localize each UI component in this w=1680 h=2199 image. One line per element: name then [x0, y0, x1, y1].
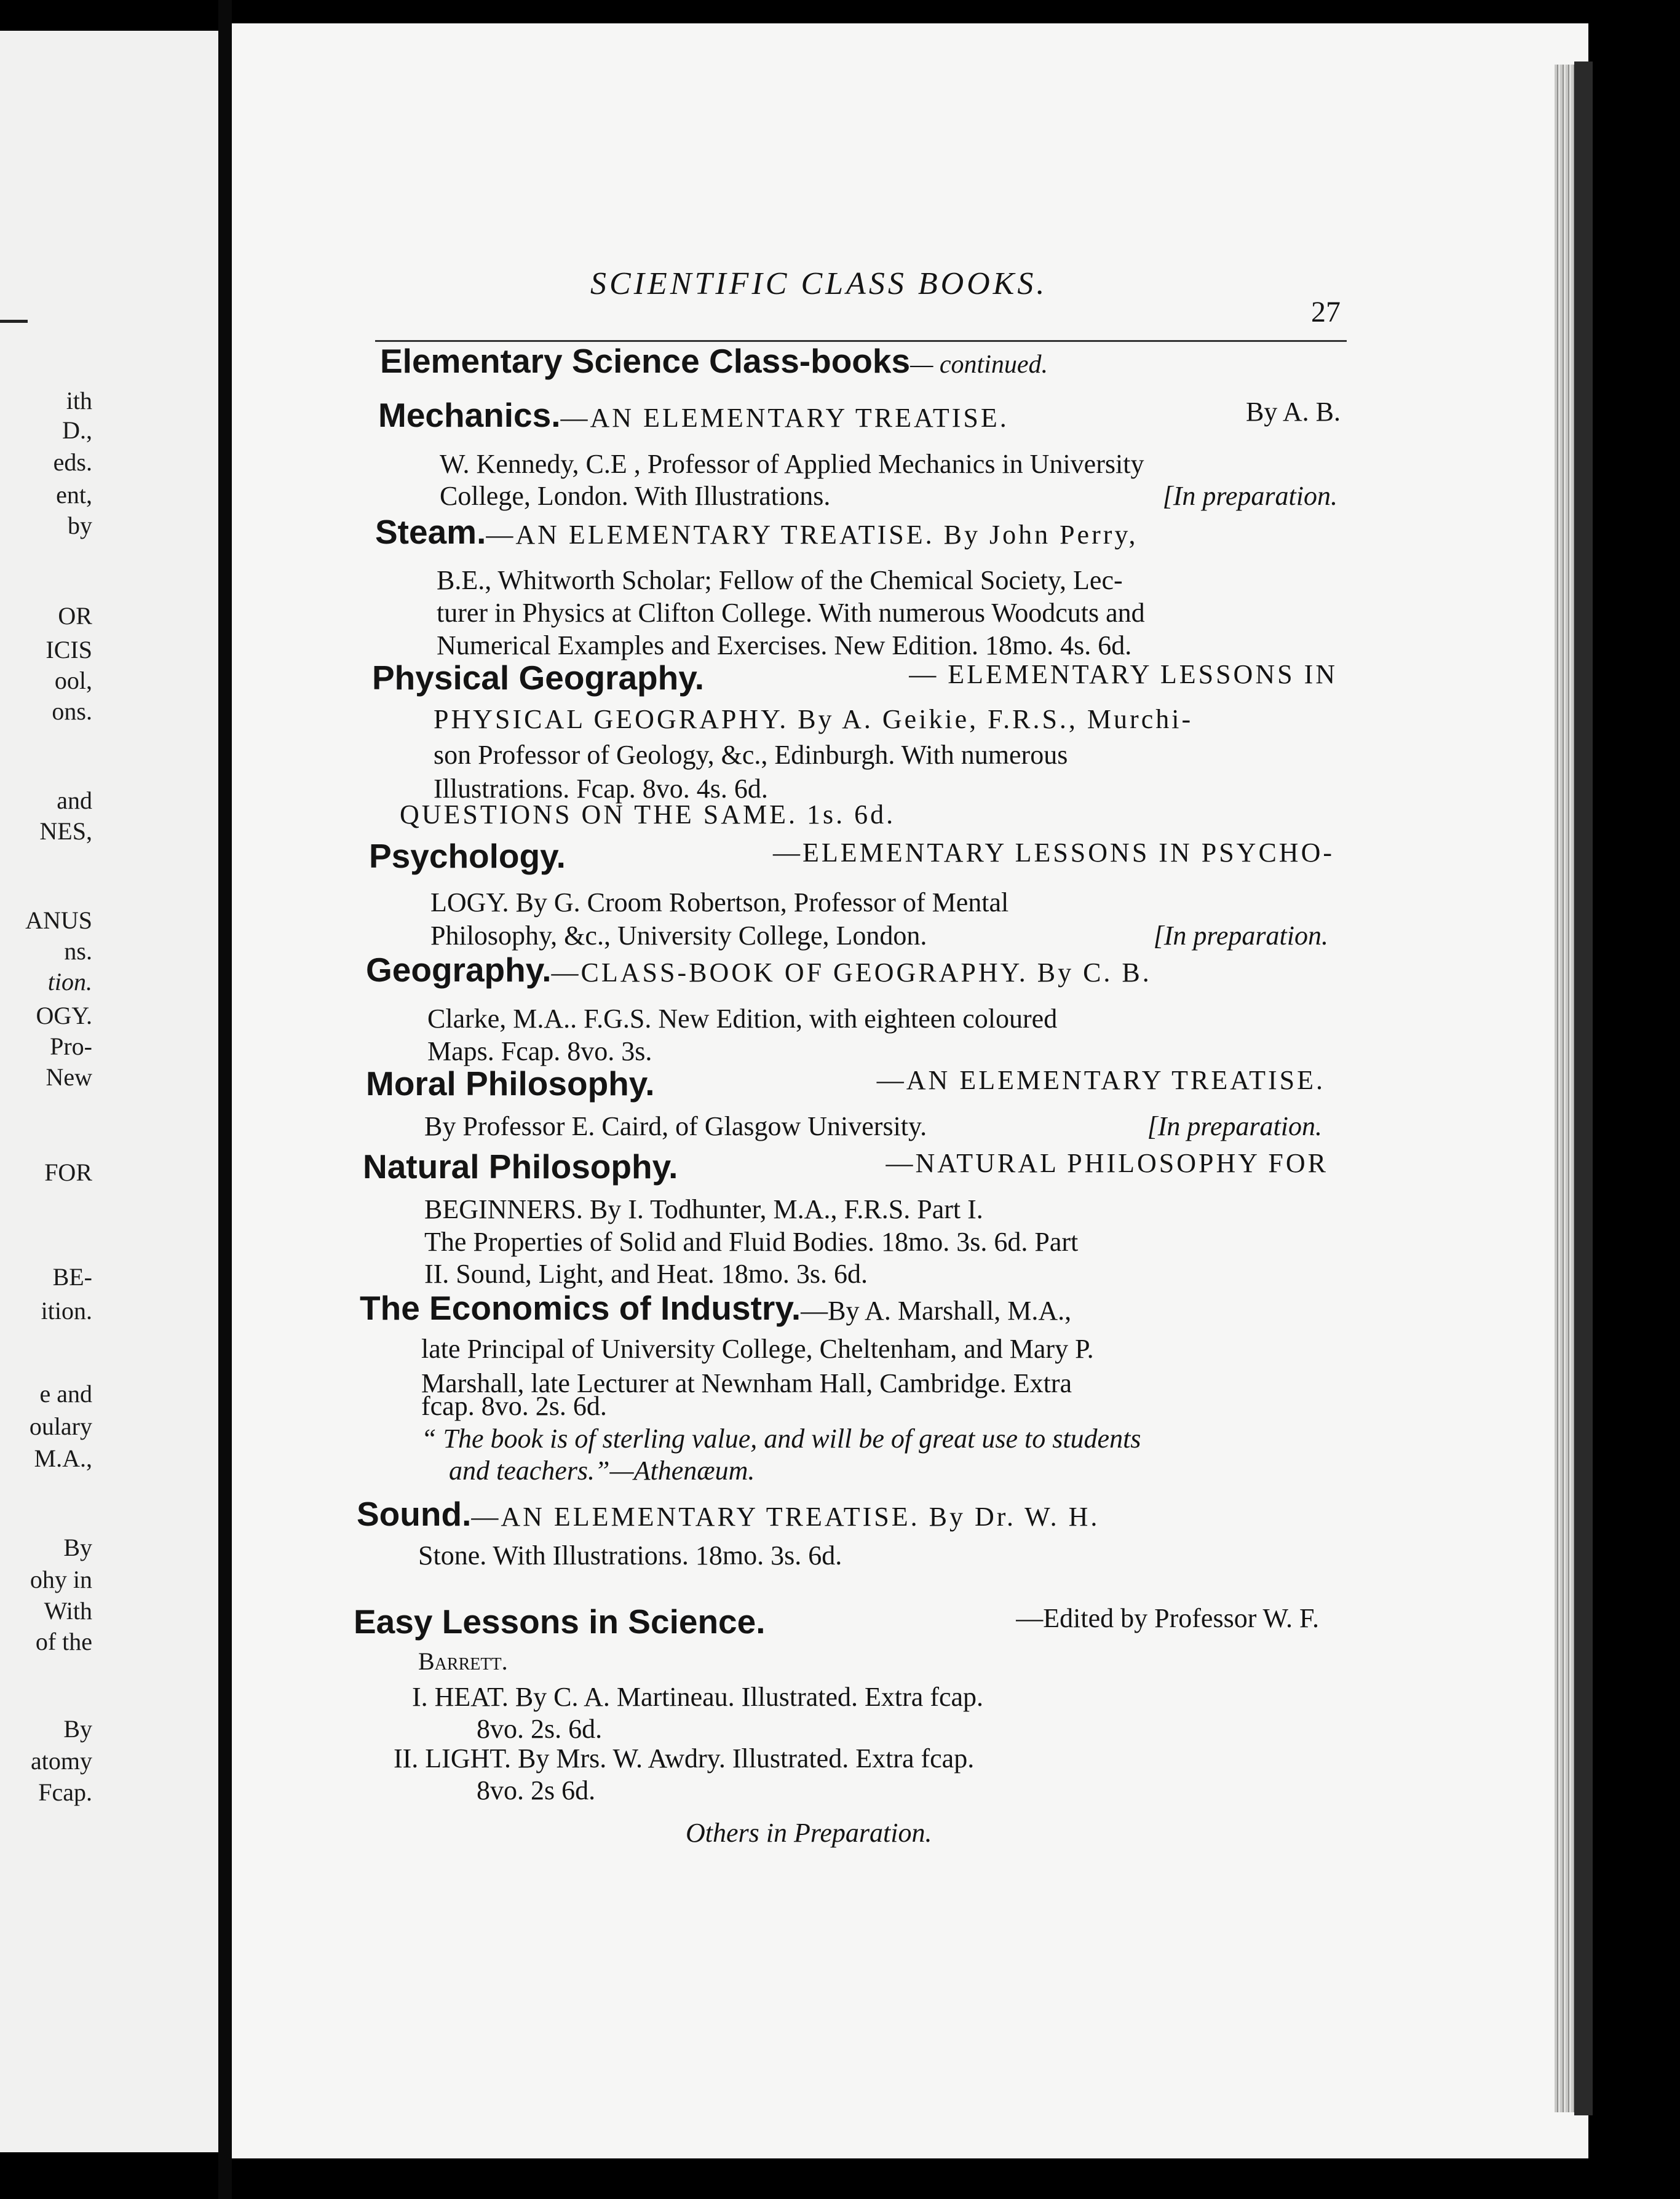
left-fragment: M.A.,	[34, 1444, 92, 1472]
entry-mechanics-line-1	[378, 398, 1341, 432]
entry-geography-line-1	[366, 953, 1331, 987]
left-fragment: Fcap.	[38, 1778, 92, 1806]
entry-heading: Steam.	[375, 513, 486, 551]
continued-note: — continued.	[910, 351, 1048, 379]
entry-text: Stone. With Illustrations. 18mo. 3s. 6d.	[418, 1540, 842, 1571]
entry-text: College, London. With Illustrations.	[440, 481, 831, 511]
running-head: SCIENTIFIC CLASS BOOKS.	[590, 266, 1048, 301]
entry-text: —AN ELEMENTARY TREATISE.	[876, 1065, 1325, 1095]
entry-physical-geography-line-1	[372, 661, 1337, 695]
entry-text: PHYSICAL GEOGRAPHY. By A. Geikie, F.R.S., Murchi-	[434, 704, 1194, 734]
left-fragment: ent,	[56, 481, 92, 509]
entry-text: —AN ELEMENTARY TREATISE. By Dr. W. H.	[471, 1502, 1100, 1532]
entry-text: By A. B.	[1245, 397, 1341, 427]
entry-text: Maps. Fcap. 8vo. 3s.	[427, 1036, 652, 1066]
entry-text: —ELEMENTARY LESSONS IN PSYCHO-	[772, 838, 1334, 868]
entry-text: Clarke, M.A.. F.G.S. New Edition, with eighteen coloured	[427, 1004, 1058, 1034]
entry-heading: Geography.	[366, 951, 552, 989]
entry-heading: Natural Philosophy.	[363, 1147, 678, 1186]
entry-psychology-line-1	[369, 839, 1334, 873]
left-fragment: New	[46, 1063, 92, 1091]
entry-text: —By A. Marshall, M.A.,	[801, 1296, 1072, 1326]
book-gutter	[218, 0, 232, 2199]
entry-text: BEGINNERS. By I. Todhunter, M.A., F.R.S. Part I.	[424, 1194, 983, 1224]
entry-text: W. Kennedy, C.E , Professor of Applied Mechanics in University	[440, 449, 1144, 479]
left-fragment: By	[63, 1534, 92, 1561]
section-title: Elementary Science Class-books	[380, 342, 911, 380]
entry-text: son Professor of Geology, &c., Edinburgh. With numerous	[434, 740, 1068, 770]
entry-text: LOGY. By G. Croom Robertson, Professor of Mental	[430, 887, 1009, 917]
entry-heading: Physical Geography.	[372, 659, 705, 697]
entry-text: —AN ELEMENTARY TREATISE. By John Perry,	[486, 520, 1138, 550]
entry-text: QUESTIONS ON THE SAME. 1s. 6d.	[400, 799, 896, 830]
left-fragment: OGY.	[36, 1002, 92, 1029]
page-edge	[1555, 65, 1574, 2112]
left-fragment: ns.	[64, 937, 92, 965]
left-fragment: With	[44, 1597, 92, 1625]
left-fragment: eds.	[53, 448, 92, 476]
entry-mechanics-line-3	[440, 483, 1337, 510]
left-fragment: ANUS	[25, 906, 92, 934]
left-fragment: ons.	[52, 697, 92, 725]
entry-text: —Edited by Professor W. F.	[1016, 1603, 1319, 1633]
left-fragment: of the	[35, 1628, 92, 1655]
section-title-line	[380, 344, 1048, 378]
status-note: [In preparation.	[1153, 921, 1328, 951]
left-fragment: NES,	[39, 817, 92, 845]
entry-text: late Principal of University College, Cheltenham, and Mary P.	[421, 1334, 1094, 1364]
entry-text: I. HEAT. By C. A. Martineau. Illustrated. Extra fcap.	[412, 1682, 984, 1712]
entry-text: Illustrations. Fcap. 8vo. 4s. 6d.	[434, 774, 768, 804]
left-fragment: ith	[66, 387, 92, 414]
entry-heading: Psychology.	[369, 837, 566, 875]
entry-moral-philosophy-line-1	[366, 1064, 1325, 1103]
left-fragment: Pro-	[50, 1032, 92, 1060]
left-fragment: atomy	[31, 1747, 92, 1775]
entry-sound-line-1	[357, 1497, 1322, 1531]
left-fragment: ool,	[54, 667, 92, 694]
divider	[0, 320, 28, 323]
entry-text: Barrett.	[418, 1647, 508, 1675]
left-fragment: OR	[58, 602, 92, 630]
entry-text: II. LIGHT. By Mrs. W. Awdry. Illustrated. Extra fcap.	[394, 1743, 975, 1773]
entry-natural-philosophy-line-1	[363, 1147, 1328, 1186]
entry-heading: Moral Philosophy.	[366, 1064, 655, 1103]
entry-heading: Mechanics.	[378, 396, 561, 434]
entry-text: —NATURAL PHILOSOPHY FOR	[886, 1148, 1328, 1178]
entry-heading: The Economics of Industry.	[360, 1289, 801, 1327]
entry-text: B.E., Whitworth Scholar; Fellow of the Chemical Society, Lec-	[437, 565, 1123, 595]
left-fragment: BE-	[52, 1263, 92, 1291]
entry-text: — ELEMENTARY LESSONS IN	[909, 659, 1337, 689]
entry-text: 8vo. 2s. 6d.	[477, 1714, 603, 1744]
review-quote: and teachers.”—Athenæum.	[449, 1456, 755, 1486]
entry-heading: Easy Lessons in Science.	[354, 1603, 766, 1641]
entry-text: The Properties of Solid and Fluid Bodies. 18mo. 3s. 6d. Part	[424, 1227, 1079, 1257]
entry-text: —AN ELEMENTARY TREATISE.	[560, 403, 1009, 433]
left-fragment: tion.	[47, 968, 92, 996]
entry-text: Marshall, late Lecturer at Newnham Hall, Cambridge. Extra	[421, 1368, 1072, 1398]
page-edge-shadow	[1574, 61, 1593, 2115]
page-number: 27	[1311, 296, 1341, 328]
review-quote: “ The book is of sterling value, and will be of great use to students	[421, 1424, 1141, 1454]
entry-text: —CLASS-BOOK OF GEOGRAPHY. By C. B.	[551, 957, 1152, 988]
entry-psychology-line-3	[430, 922, 1328, 949]
left-fragment: ition.	[41, 1297, 92, 1325]
left-fragment: e and	[39, 1380, 92, 1408]
entry-economics-line-1	[360, 1291, 1071, 1325]
left-page-fragment	[0, 31, 218, 2152]
entry-text: turer in Physics at Clifton College. With numerous Woodcuts and	[437, 598, 1145, 628]
left-fragment: oulary	[29, 1413, 92, 1440]
entry-easy-lessons-line-1	[354, 1605, 1319, 1639]
entry-heading: Sound.	[357, 1495, 472, 1533]
entry-moral-philosophy-line-2	[424, 1113, 1322, 1140]
footer-note: Others in Preparation.	[686, 1818, 932, 1848]
entry-steam-line-1	[375, 515, 1138, 549]
entry-text: II. Sound, Light, and Heat. 18mo. 3s. 6d.	[424, 1259, 868, 1289]
status-note: [In preparation.	[1162, 481, 1337, 511]
entry-text: Numerical Examples and Exercises. New Edition. 18mo. 4s. 6d.	[437, 630, 1132, 660]
entry-text: Philosophy, &c., University College, London.	[430, 921, 927, 951]
left-fragment: FOR	[44, 1159, 92, 1186]
entry-text: By Professor E. Caird, of Glasgow University.	[424, 1111, 927, 1141]
left-fragment: by	[68, 512, 92, 539]
left-fragment: By	[63, 1715, 92, 1743]
left-fragment: ICIS	[46, 636, 92, 664]
left-fragment: ohy in	[30, 1566, 92, 1593]
status-note: [In preparation.	[1147, 1111, 1322, 1141]
entry-text: 8vo. 2s 6d.	[477, 1775, 596, 1805]
left-fragment: and	[57, 786, 92, 814]
left-fragment: D.,	[62, 416, 92, 444]
entry-text: fcap. 8vo. 2s. 6d.	[421, 1391, 607, 1421]
